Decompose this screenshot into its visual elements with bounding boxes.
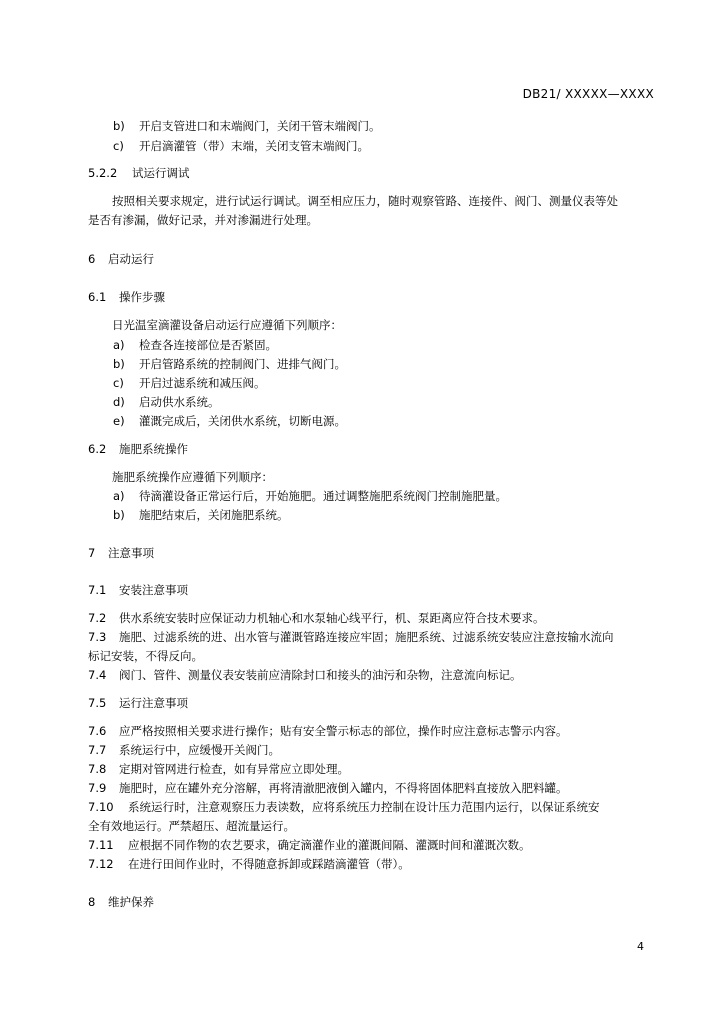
clause-7-11 bbox=[88, 840, 531, 852]
clause-text: 系统运行中，应缓慢开关阀门。 bbox=[119, 743, 280, 757]
paragraph-line: 是否有渗漏，做好记录，并对渗漏进行处理。 bbox=[88, 213, 318, 227]
clause-7-10 bbox=[88, 802, 600, 814]
clause-7-8 bbox=[88, 764, 349, 776]
clause-7-7 bbox=[88, 745, 280, 757]
list-text: 开启过滤系统和减压阀。 bbox=[139, 376, 266, 390]
section-number: 8 bbox=[88, 895, 96, 909]
paragraph-line: 标记安装，不得反向。 bbox=[88, 649, 203, 663]
list-item bbox=[113, 416, 346, 428]
list-label: b) bbox=[113, 508, 125, 522]
clause-number: 7.9 bbox=[88, 781, 107, 795]
section-number: 5.2.2 bbox=[88, 166, 118, 180]
section-number: 7.1 bbox=[88, 583, 107, 597]
clause-7-2 bbox=[88, 613, 545, 625]
list-item bbox=[113, 510, 289, 522]
list-text: 施肥结束后，关闭施肥系统。 bbox=[139, 508, 289, 522]
clause-number: 7.10 bbox=[88, 800, 114, 814]
list-item bbox=[113, 359, 346, 371]
list-text: 开启滴灌管（带）末端，关闭支管末端阀门。 bbox=[139, 139, 369, 153]
list-text: 开启支管进口和末端阀门，关闭干管末端阀门。 bbox=[139, 119, 381, 133]
section-heading-8 bbox=[88, 897, 154, 909]
clause-7-12 bbox=[88, 859, 410, 871]
clause-text: 定期对管网进行检查，如有异常应立即处理。 bbox=[119, 762, 349, 776]
list-label: d) bbox=[113, 395, 125, 409]
clause-number: 7.11 bbox=[88, 838, 114, 852]
page-number: 4 bbox=[637, 940, 644, 953]
clause-text: 施肥、过滤系统的进、出水管与灌溉管路连接应牢固；施肥系统、过滤系统安装应注意按输水流向 bbox=[119, 630, 614, 644]
list-text: 检查各连接部位是否紧固。 bbox=[139, 338, 277, 352]
clause-number: 7.4 bbox=[88, 668, 107, 682]
list-item bbox=[113, 378, 266, 390]
list-text: 启动供水系统。 bbox=[139, 395, 220, 409]
list-item bbox=[113, 340, 277, 352]
document-header-code: DB21/ XXXXX—XXXX bbox=[522, 87, 654, 101]
list-label: c) bbox=[113, 376, 124, 390]
section-number: 6.2 bbox=[88, 442, 107, 456]
list-label: a) bbox=[113, 489, 125, 503]
section-number: 7.5 bbox=[88, 696, 107, 710]
list-text: 待滴灌设备正常运行后，开始施肥。通过调整施肥系统阀门控制施肥量。 bbox=[139, 489, 507, 503]
list-item bbox=[113, 141, 369, 153]
section-heading-6-1 bbox=[88, 292, 165, 304]
clause-text: 应严格按照相关要求进行操作；贴有安全警示标志的部位，操作时应注意标志警示内容。 bbox=[119, 724, 568, 738]
list-label: c) bbox=[113, 139, 124, 153]
section-number: 6 bbox=[88, 252, 96, 266]
paragraph-line: 施肥系统操作应遵循下列顺序： bbox=[112, 470, 273, 484]
clause-7-4 bbox=[88, 670, 522, 682]
list-text: 灌溉完成后，关闭供水系统，切断电源。 bbox=[139, 414, 346, 428]
section-heading-5-2-2 bbox=[88, 168, 190, 180]
section-number: 7 bbox=[88, 546, 96, 560]
section-title: 试运行调试 bbox=[132, 166, 190, 180]
clause-text: 施肥时，应在罐外充分溶解，再将清澈肥液倒入罐内，不得将固体肥料直接放入肥料罐。 bbox=[119, 781, 568, 795]
clause-number: 7.8 bbox=[88, 762, 107, 776]
list-text: 开启管路系统的控制阀门、进排气阀门。 bbox=[139, 357, 346, 371]
paragraph-line: 全有效地运行。严禁超压、超流量运行。 bbox=[88, 819, 295, 833]
clause-7-3 bbox=[88, 632, 614, 644]
section-heading-7 bbox=[88, 548, 154, 560]
clause-text: 供水系统安装时应保证动力机轴心和水泵轴心线平行，机、泵距离应符合技术要求。 bbox=[119, 611, 545, 625]
section-title: 操作步骤 bbox=[119, 290, 165, 304]
clause-number: 7.3 bbox=[88, 630, 107, 644]
paragraph-line: 日光温室滴灌设备启动运行应遵循下列顺序： bbox=[112, 318, 342, 332]
list-item bbox=[113, 397, 220, 409]
clause-text: 应根据不同作物的农艺要求，确定滴灌作业的灌溉间隔、灌溉时间和灌溉次数。 bbox=[128, 838, 531, 852]
section-number: 6.1 bbox=[88, 290, 107, 304]
clause-7-6 bbox=[88, 726, 568, 738]
section-heading-6 bbox=[88, 254, 154, 266]
section-title: 注意事项 bbox=[108, 546, 154, 560]
list-label: b) bbox=[113, 119, 125, 133]
clause-text: 阀门、管件、测量仪表安装前应清除封口和接头的油污和杂物，注意流向标记。 bbox=[119, 668, 522, 682]
section-title: 维护保养 bbox=[108, 895, 154, 909]
section-heading-7-5 bbox=[88, 698, 188, 710]
list-label: b) bbox=[113, 357, 125, 371]
section-title: 安装注意事项 bbox=[119, 583, 188, 597]
clause-number: 7.7 bbox=[88, 743, 107, 757]
clause-number: 7.12 bbox=[88, 857, 114, 871]
clause-number: 7.6 bbox=[88, 724, 107, 738]
section-title: 运行注意事项 bbox=[119, 696, 188, 710]
list-label: a) bbox=[113, 338, 125, 352]
section-heading-6-2 bbox=[88, 444, 188, 456]
clause-text: 系统运行时，注意观察压力表读数，应将系统压力控制在设计压力范围内运行，以保证系统安 bbox=[128, 800, 600, 814]
clause-7-9 bbox=[88, 783, 568, 795]
paragraph-line: 按照相关要求规定，进行试运行调试。调至相应压力，随时观察管路、连接件、阀门、测量仪表等处 bbox=[112, 194, 618, 208]
section-heading-7-1 bbox=[88, 585, 188, 597]
section-title: 启动运行 bbox=[108, 252, 154, 266]
list-item bbox=[113, 491, 507, 503]
section-title: 施肥系统操作 bbox=[119, 442, 188, 456]
clause-number: 7.2 bbox=[88, 611, 107, 625]
clause-text: 在进行田间作业时，不得随意拆卸或踩踏滴灌管（带）。 bbox=[128, 857, 410, 871]
list-label: e) bbox=[113, 414, 125, 428]
list-item bbox=[113, 121, 381, 133]
